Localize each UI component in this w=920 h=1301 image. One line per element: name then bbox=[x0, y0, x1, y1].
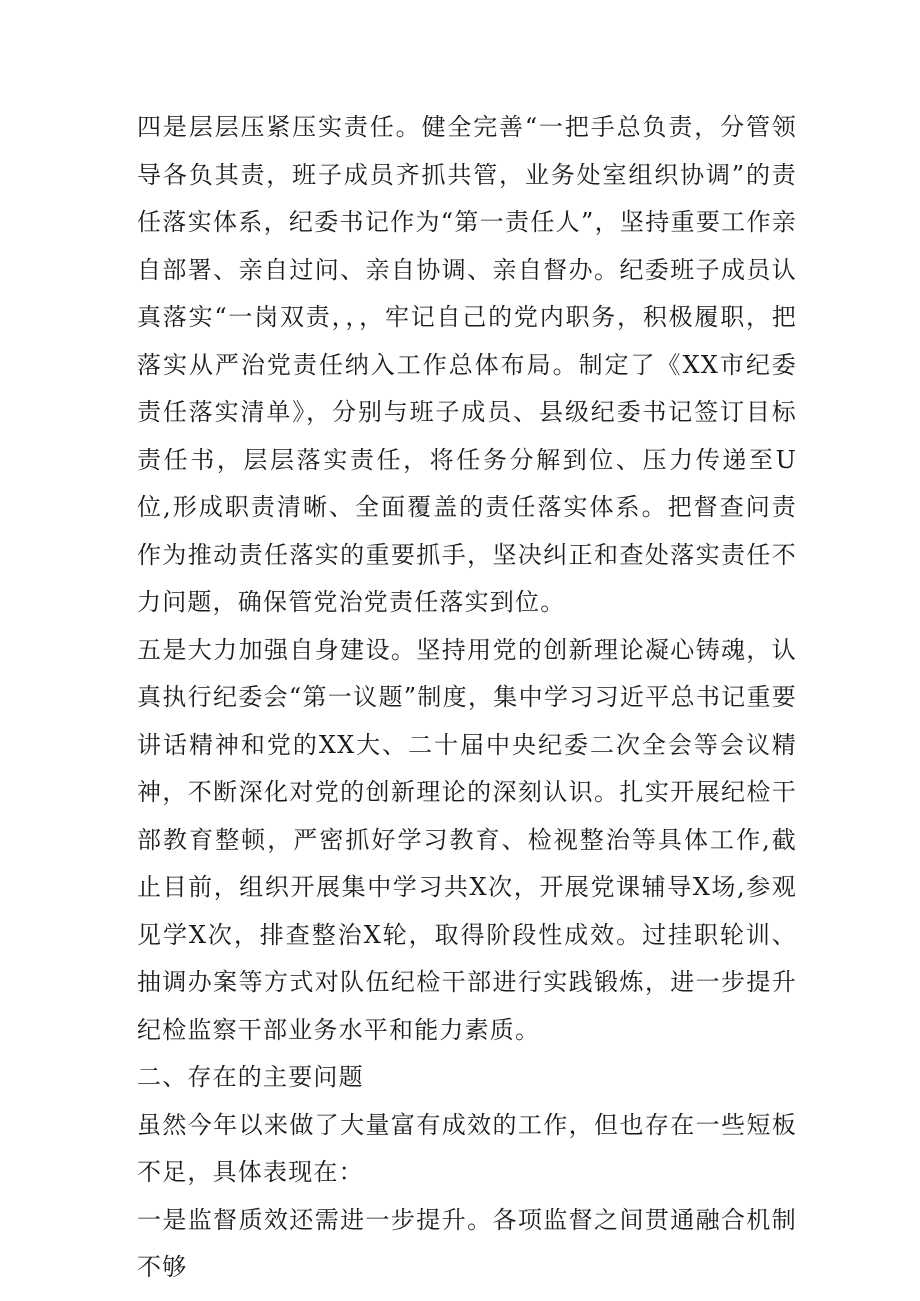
paragraph-intro: 虽然今年以来做了大量富有成效的工作，但也存在一些短板不足，具体表现在： bbox=[137, 1110, 797, 1186]
document-body bbox=[137, 104, 797, 1292]
section-heading: 二、存在的主要问题 bbox=[137, 1063, 364, 1091]
paragraph-responsibility: 四是层层压紧压实责任。健全完善“一把手总负责，分管领导各负其责，班子成员齐抓共管，业务处室组织协调”的责任落实体系，纪委书记作为“第一责任人”，坚持重要工作亲自部署、亲自过问、亲自协调、亲自督办。纪委班子成员认真落实“一岗双责，，，牢记自己的党内职务，积极履职，把落实从严治党责任纳入工作总体布局。制定了《XX市纪委责任落实清单》，分别与班子成员、县级纪委书记签订目标责任书，层层落实责任，将任务分解到位、压力传递至U位,形成职责清晰、全面覆盖的责任落实体系。把督查问责作为推动责任落实的重要抓手，坚决纠正和查处落实责任不力问题，确保管党治党责任落实到位。 bbox=[137, 113, 797, 616]
paragraph-problem-1: 一是监督质效还需进一步提升。各项监督之间贯通融合机制不够 bbox=[137, 1205, 797, 1281]
paragraph-self-building: 五是大力加强自身建设。坚持用党的创新理论凝心铸魂，认真执行纪委会“第一议题”制度，集中学习习近平总书记重要讲话精神和党的XX大、二十届中央纪委二次全会等会议精神，不断深化对党的创新理论的深刻认识。扎实开展纪检干部教育整顿，严密抓好学习教育、检视整治等具体工作,截止目前，组织开展集中学习共X次，开展党课辅导X场,参观见学X次，排查整治X轮，取得阶段性成效。过挂职轮训、抽调办案等方式对队伍纪检干部进行实践锻炼，进一步提升纪检监察干部业务水平和能力素质。 bbox=[137, 635, 797, 1044]
